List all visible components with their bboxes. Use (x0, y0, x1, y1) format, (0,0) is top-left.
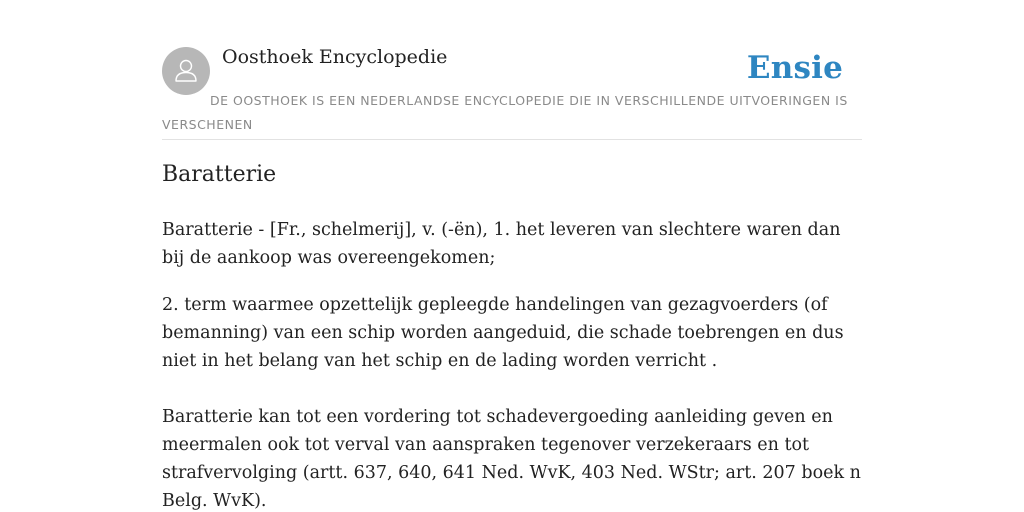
article-paragraph: 2. term waarmee opzettelijk gepleegde handelingen van gezagvoerders (of bemanning) van een schip worden aangeduid, die schade toebrengen en dus niet in het belang van het schip en de lading worden verricht . (162, 295, 844, 371)
article-container (162, 0, 862, 511)
author-name[interactable]: Oosthoek Encyclopedie (222, 46, 448, 68)
user-icon (171, 56, 201, 86)
article-paragraph: Baratterie kan tot een vordering tot schadevergoeding aanleiding geven en meermalen ook tot verval van aanspraken tegenover verzekeraars en tot strafvervolging (artt. 637, 640, 641 Ned. WvK, 403 Ned. WStr; art. 207 boek n Belg. WvK). (162, 407, 861, 511)
page-title: Baratterie (162, 162, 277, 187)
author-description: DE OOSTHOEK IS EEN NEDERLANDSE ENCYCLOPEDIE DIE IN VERSCHILLENDE UITVOERINGEN IS VERSCHENEN (162, 93, 848, 132)
avatar[interactable] (162, 47, 210, 95)
article-paragraph: Baratterie - [Fr., schelmerij], v. (-ën), 1. het leveren van slechtere waren dan bij de aankoop was overeengekomen; (162, 220, 841, 268)
brand-logo[interactable]: Ensie (746, 50, 843, 86)
header (162, 0, 862, 140)
